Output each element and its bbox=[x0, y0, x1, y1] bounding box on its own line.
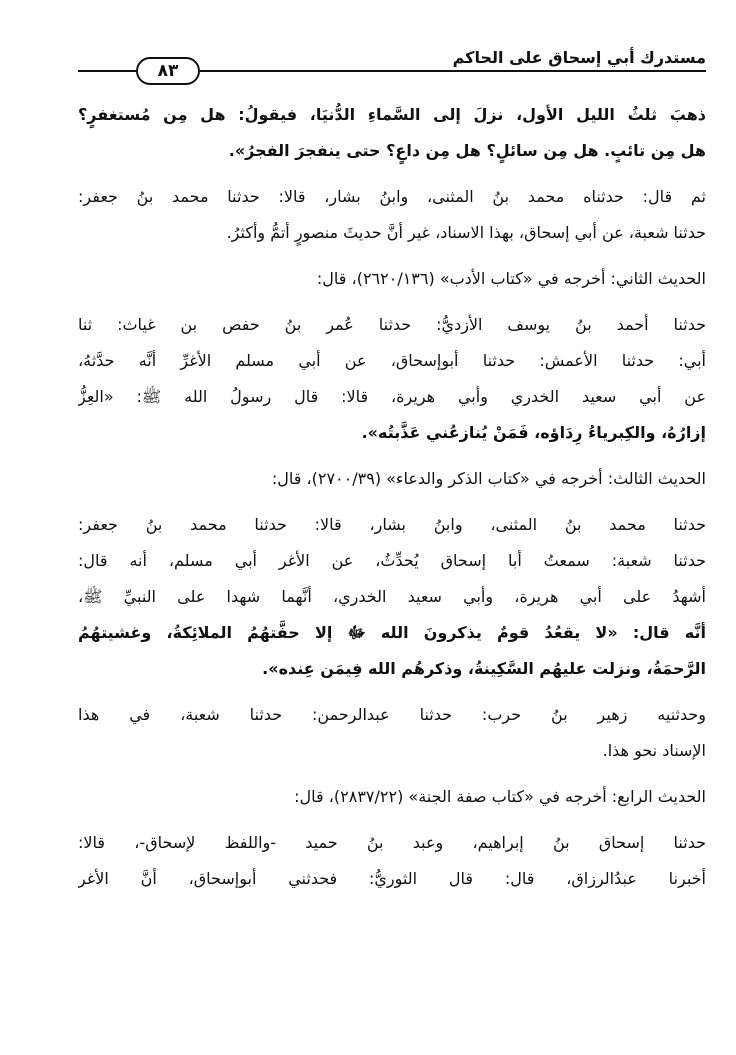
text-line: أبي: حدثنا الأعمش: حدثنا أبوإسحاق، عن أبي مسلم الأغرِّ أنَّه حدَّثهُ، bbox=[78, 351, 706, 370]
paragraph-gap bbox=[78, 451, 706, 461]
page-body bbox=[78, 97, 706, 1027]
text-line: الرَّحمَةُ، ونزلت عليهُم السَّكِينةُ، وذكرهُم الله فِيمَن عِنده». bbox=[262, 659, 706, 678]
page-header bbox=[78, 38, 706, 81]
text-line: ثم قال: حدثناه محمد بنُ المثنى، وابنُ بشار، قالا: حدثنا محمد بنُ جعفر: bbox=[78, 187, 706, 206]
text-line: إزارُهُ، والكِبرياءُ رِدَاؤه، فَمَنْ يُنازعُني عَذَّبتُه». bbox=[361, 423, 706, 442]
text-line: حدثنا شعبة: سمعتُ أبا إسحاق يُحدِّثُ، عن الأغر أبي مسلم، أنه قال: bbox=[78, 551, 706, 570]
paragraph-gap bbox=[78, 251, 706, 261]
text-line: ذهبَ ثلثُ الليل الأول، نزلَ إلى السَّماءِ الدُّنيَا، فيقولُ: هل مِن مُستغفرٍ؟ bbox=[78, 105, 706, 124]
text-line: أنَّه قال: «لا يقعُدُ قومٌ يذكرونَ الله ﷻ إلا حفَّتهُمُ الملائِكةُ، وغشيتهُمُ bbox=[78, 623, 706, 642]
text-line: الحديث الرابع: أخرجه في «كتاب صفة الجنة» (٢٨٣٧/٢٢)، قال: bbox=[294, 787, 706, 806]
text-line: حدثنا محمد بنُ المثنى، وابنُ بشار، قالا: حدثنا محمد بنُ جعفر: bbox=[78, 515, 706, 534]
paragraph-gap bbox=[78, 687, 706, 697]
paragraph-gap bbox=[78, 169, 706, 179]
text-line: حدثنا شعبة، عن أبي إسحاق، بهذا الاسناد، غير أنَّ حديثَ منصورٍ أتمُّ وأكثرُ. bbox=[226, 223, 706, 242]
text-line: هل مِن تائبٍ. هل مِن سائلٍ؟ هل مِن داعٍ؟ حتى ينفجرَ الفجرُ». bbox=[228, 141, 706, 160]
text-line: الإسناد نحو هذا. bbox=[602, 741, 706, 760]
paragraph-gap bbox=[78, 497, 706, 507]
paragraph-gap bbox=[78, 297, 706, 307]
text-line: وحدثنيه زهير بنُ حرب: حدثنا عبدالرحمن: حدثنا شعبة، في هذا bbox=[78, 705, 706, 724]
text-line: عن أبي سعيد الخدري وأبي هريرة، قالا: قال رسولُ الله ﷺ: «العِزُّ bbox=[78, 387, 706, 406]
text-line: حدثنا أحمد بنُ يوسف الأزديُّ: حدثنا عُمر بنُ حفص بن غياث: ثنا bbox=[78, 315, 706, 334]
paragraph-gap bbox=[78, 815, 706, 825]
text-line: أخبرنا عبدُالرزاق، قال: قال الثوريُّ: فحدثني أبوإسحاق، أنَّ الأغر bbox=[78, 869, 706, 888]
text-line: الحديث الثالث: أخرجه في «كتاب الذكر والدعاء» (٢٧٠٠/٣٩)، قال: bbox=[271, 469, 706, 488]
paragraph-gap bbox=[78, 769, 706, 779]
text-line: الحديث الثاني: أخرجه في «كتاب الأدب» (٢٦٢٠/١٣٦)، قال: bbox=[316, 269, 706, 288]
running-title: مستدرك أبي إسحاق على الحاكم bbox=[452, 48, 706, 67]
text-line: حدثنا إسحاق بنُ إبراهيم، وعبد بنُ حميد -واللفظ لإسحاق-، قالا: bbox=[78, 833, 706, 852]
text-line: أشهدُ على أبي هريرة، وأبي سعيد الخدري، أنَّهما شهدا على النبيِّ ﷺ، bbox=[78, 587, 706, 606]
page-number-badge: ٨٣ bbox=[136, 57, 200, 85]
